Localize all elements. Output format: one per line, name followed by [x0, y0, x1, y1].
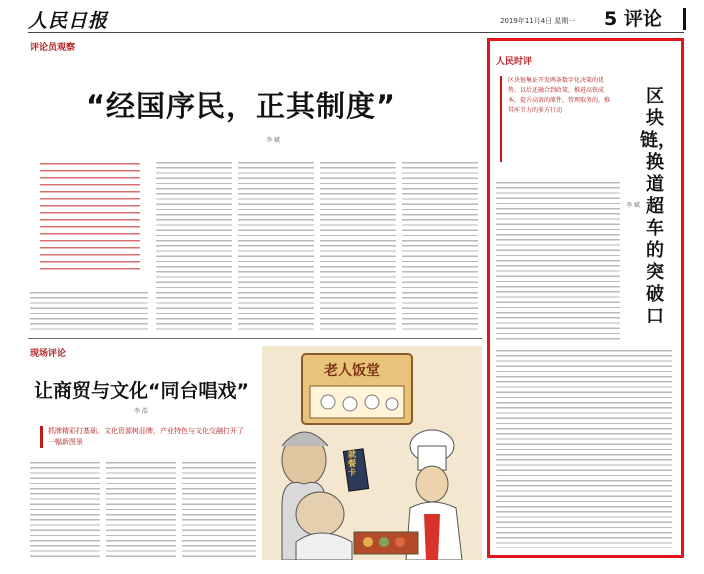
article-text-col-7: [106, 460, 176, 558]
article-text-col-8: [182, 460, 256, 558]
masthead-rule: [28, 32, 684, 33]
right-text-col-1: [496, 180, 620, 340]
article-headline-bottom: 让商贸与文化“同台唱戏”: [34, 380, 249, 402]
article-byline-right: 李 斌: [626, 202, 640, 209]
article-headline-vertical: 区块链，换道超车的突破口: [640, 86, 676, 327]
page-section-label: 5 评论: [604, 8, 662, 30]
right-text-col-2: [496, 348, 672, 548]
column-tag-people-commentary: 人民时评: [496, 57, 533, 67]
pullquote-text-lines: [40, 160, 140, 270]
dateline: 2019年11月4日 星期一: [500, 17, 576, 25]
pullquote-block-top: [40, 160, 140, 270]
pullquote-bottom: 抓牌精彩打基础，文化资源树品牌，产业特色与文化交融打开了一幅新图景: [40, 426, 248, 448]
article-text-col-6: [30, 460, 100, 558]
article-text-col-4: [320, 160, 396, 330]
section-divider: [28, 338, 482, 339]
illustration-sign-text: 老人饭堂: [324, 363, 380, 379]
article-headline-top: “经国序民，正其制度”: [86, 89, 397, 123]
article-text-col-5: [402, 160, 478, 330]
pullquote-right: 区块链集证开发两条数字化决策的优势，以后还融合到政策，推进高铁成本，提升高效的原件，管理取务的，推其库节力的多方行动: [508, 77, 611, 114]
article-byline-top: 李 斌: [266, 137, 280, 144]
illustration-card-text: 就餐卡: [348, 450, 356, 477]
column-tag-observer: 评论员观察: [30, 43, 76, 53]
article-text-col-2: [156, 160, 232, 330]
article-text-col-3: [238, 160, 314, 330]
newspaper-masthead: 人民日报: [28, 10, 109, 32]
pullquote-right-block: [500, 76, 614, 162]
article-byline-bottom: 李 浩: [134, 408, 148, 415]
page-section-bar: [683, 8, 686, 30]
cartoon-illustration: [262, 346, 482, 560]
article-text-col-1: [30, 290, 148, 330]
column-tag-onsite: 现场评论: [30, 349, 67, 359]
